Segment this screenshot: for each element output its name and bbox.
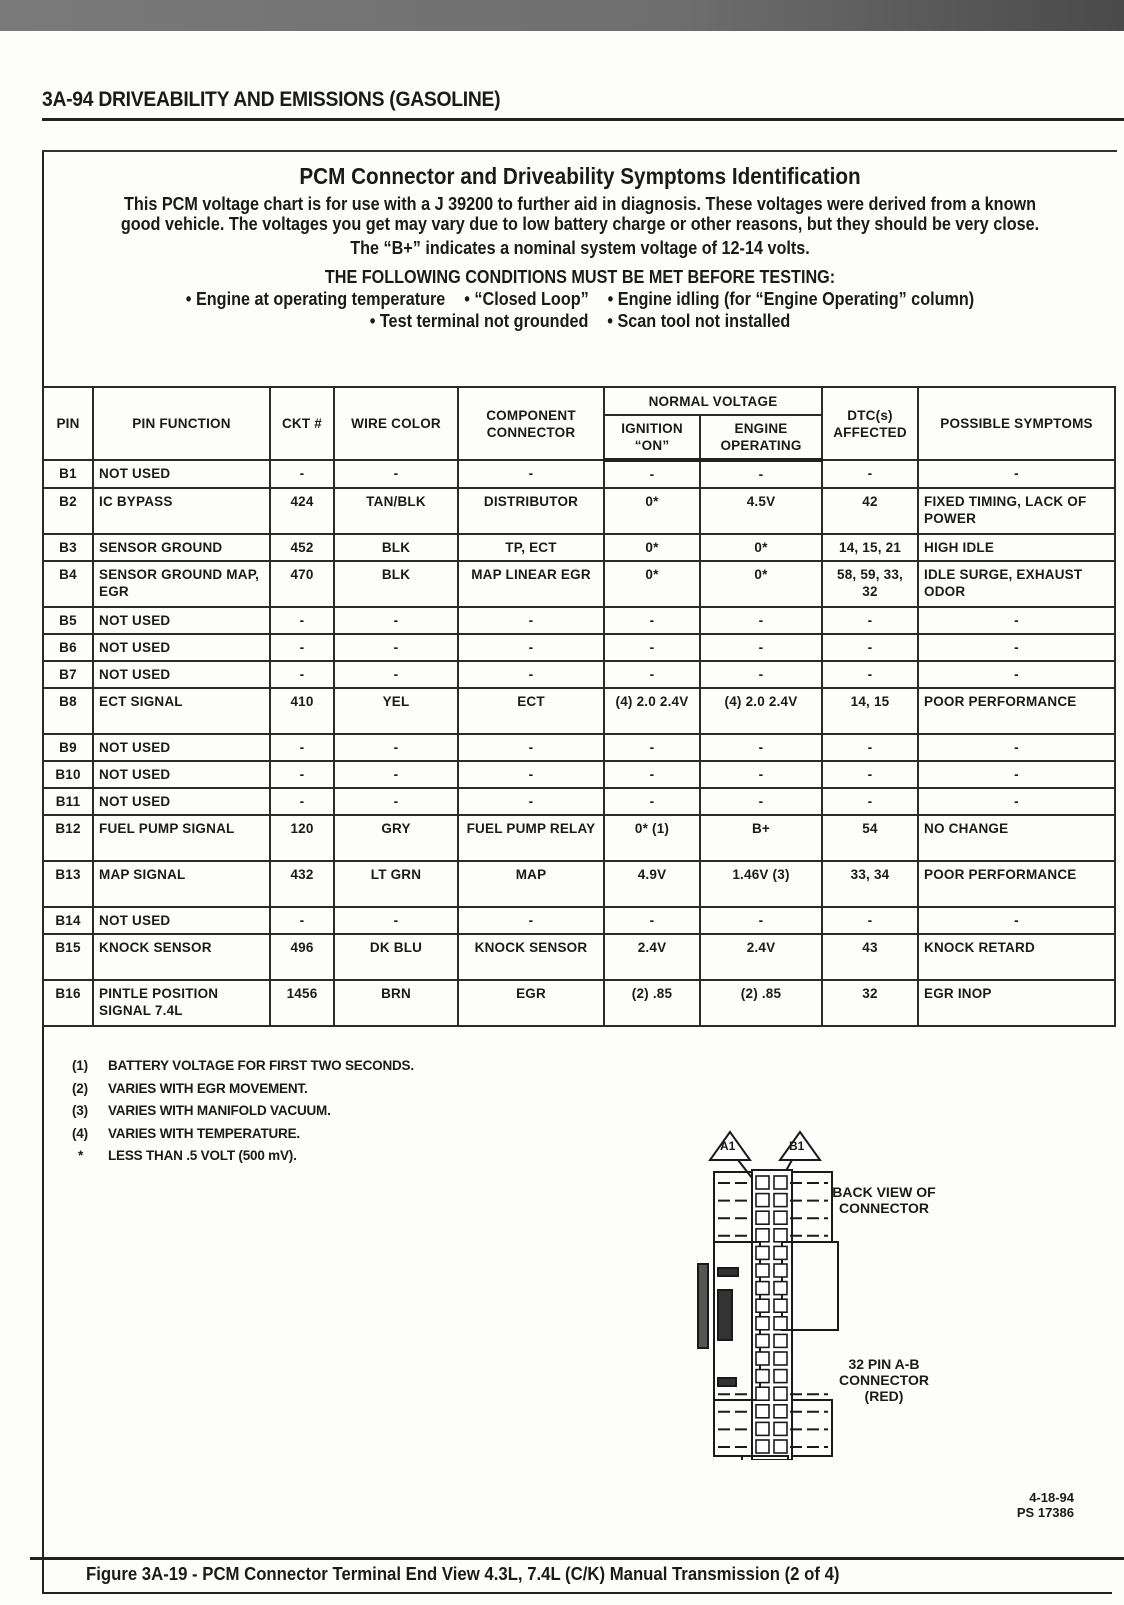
ckt-cell: 470	[270, 561, 334, 607]
table-row	[43, 788, 1115, 815]
ckt-cell: 410	[270, 688, 334, 734]
pin-cell: B5	[43, 607, 93, 634]
pin-function-cell: PINTLE POSITION SIGNAL 7.4L	[93, 980, 270, 1026]
symptoms-cell: POOR PERFORMANCE	[918, 861, 1115, 907]
ckt-cell: 432	[270, 861, 334, 907]
header-engine-operating: ENGINE OPERATING	[700, 415, 822, 460]
pin-function-cell: FUEL PUMP SIGNAL	[93, 815, 270, 861]
pin-cell: B15	[43, 934, 93, 980]
engine-operating-cell: -	[700, 734, 822, 761]
pin-function-cell: NOT USED	[93, 460, 270, 488]
symptoms-cell: -	[918, 607, 1115, 634]
component-cell: -	[458, 734, 604, 761]
pin-cell: B13	[43, 861, 93, 907]
pin-function-cell: NOT USED	[93, 734, 270, 761]
dtc-cell: 54	[822, 815, 918, 861]
component-cell: -	[458, 661, 604, 688]
ignition-on-cell: 0*	[604, 561, 700, 607]
header-component-connector: COMPONENT CONNECTOR	[458, 387, 604, 460]
dtc-cell: -	[822, 607, 918, 634]
table-row	[43, 688, 1115, 734]
engine-operating-cell: 4.5V	[700, 488, 822, 534]
dtc-cell: -	[822, 761, 918, 788]
component-cell: -	[458, 788, 604, 815]
table-row	[43, 561, 1115, 607]
connector-label-top: BACK VIEW OF CONNECTOR	[832, 1184, 936, 1216]
engine-operating-cell: -	[700, 460, 822, 488]
pin-function-cell: ECT SIGNAL	[93, 688, 270, 734]
engine-operating-cell: 0*	[700, 534, 822, 561]
pin-function-cell: SENSOR GROUND MAP, EGR	[93, 561, 270, 607]
pin-cell: B14	[43, 907, 93, 934]
wire-color-cell: -	[334, 634, 458, 661]
footnote-4: (4) VARIES WITH TEMPERATURE.	[72, 1125, 300, 1141]
engine-operating-cell: 0*	[700, 561, 822, 607]
ckt-cell: -	[270, 734, 334, 761]
chart-title: PCM Connector and Driveability Symptoms Identification	[299, 163, 861, 189]
header-ignition-on: IGNITION “ON”	[604, 415, 700, 460]
dtc-cell: 58, 59, 33, 32	[822, 561, 918, 607]
pcm-voltage-table	[42, 386, 1116, 1027]
component-cell: -	[458, 607, 604, 634]
pin-function-cell: NOT USED	[93, 788, 270, 815]
symptoms-cell: HIGH IDLE	[918, 534, 1115, 561]
pin-function-cell: NOT USED	[93, 661, 270, 688]
conditions-heading: THE FOLLOWING CONDITIONS MUST BE MET BEFORE TESTING:	[324, 267, 836, 287]
marker-b1: B1	[789, 1139, 805, 1153]
ckt-cell: 120	[270, 815, 334, 861]
dtc-cell: -	[822, 661, 918, 688]
wire-color-cell: DK BLU	[334, 934, 458, 980]
wire-color-cell: -	[334, 907, 458, 934]
condition-item: • Engine at operating temperature	[185, 289, 446, 309]
header-pin: PIN	[43, 387, 93, 460]
engine-operating-cell: 1.46V (3)	[700, 861, 822, 907]
condition-item: • Engine idling (for “Engine Operating” column)	[607, 289, 975, 309]
connector-diagram	[690, 1120, 950, 1460]
dtc-cell: 42	[822, 488, 918, 534]
header-dtcs-affected: DTC(s) AFFECTED	[822, 387, 918, 460]
connector-label-bottom: 32 PIN A-B CONNECTOR (RED)	[839, 1356, 929, 1404]
ckt-cell: -	[270, 661, 334, 688]
conditions-line-2	[103, 310, 1057, 332]
marker-a1: A1	[720, 1139, 736, 1153]
condition-item: • Scan tool not installed	[607, 311, 791, 331]
component-cell: DISTRIBUTOR	[458, 488, 604, 534]
symptoms-cell: -	[918, 734, 1115, 761]
ckt-cell: 496	[270, 934, 334, 980]
table-row	[43, 980, 1115, 1026]
table-row	[43, 607, 1115, 634]
engine-operating-cell: -	[700, 761, 822, 788]
symptoms-cell: -	[918, 460, 1115, 488]
ignition-on-cell: 0*	[604, 488, 700, 534]
ignition-on-cell: 2.4V	[604, 934, 700, 980]
component-cell: EGR	[458, 980, 604, 1026]
wire-color-cell: BLK	[334, 534, 458, 561]
intro-paragraph: This PCM voltage chart is for use with a J 39200 to further aid in diagnosis. These voltages were derived from a known good vehicle. The voltages you get may vary due to low battery charge or other reasons, but they should be very close.	[120, 194, 1040, 234]
table-row	[43, 761, 1115, 788]
ckt-cell: -	[270, 634, 334, 661]
header-normal-voltage: NORMAL VOLTAGE	[604, 387, 822, 415]
ignition-on-cell: 4.9V	[604, 861, 700, 907]
document-stamp	[1017, 1490, 1074, 1520]
caption-rule	[30, 1557, 1124, 1560]
table-body	[43, 460, 1115, 1026]
dtc-cell: -	[822, 460, 918, 488]
component-cell: -	[458, 634, 604, 661]
scan-top-shadow	[0, 0, 1124, 31]
wire-color-cell: -	[334, 661, 458, 688]
table-row	[43, 734, 1115, 761]
dtc-cell: -	[822, 788, 918, 815]
table-row	[43, 861, 1115, 907]
pin-cell: B3	[43, 534, 93, 561]
page-header	[42, 88, 1124, 121]
component-cell: TP, ECT	[458, 534, 604, 561]
dtc-cell: -	[822, 907, 918, 934]
pin-cell: B7	[43, 661, 93, 688]
ckt-cell: 1456	[270, 980, 334, 1026]
condition-item: • “Closed Loop”	[464, 289, 589, 309]
ignition-on-cell: -	[604, 734, 700, 761]
pin-function-cell: SENSOR GROUND	[93, 534, 270, 561]
ckt-cell: -	[270, 788, 334, 815]
pin-cell: B6	[43, 634, 93, 661]
engine-operating-cell: -	[700, 661, 822, 688]
pin-cell: B4	[43, 561, 93, 607]
pin-function-cell: NOT USED	[93, 634, 270, 661]
ckt-cell: 424	[270, 488, 334, 534]
ignition-on-cell: (4) 2.0 2.4V	[604, 688, 700, 734]
footnote-asterisk: * LESS THAN .5 VOLT (500 mV).	[78, 1148, 297, 1163]
dtc-cell: 32	[822, 980, 918, 1026]
footnote-3: (3) VARIES WITH MANIFOLD VACUUM.	[72, 1103, 331, 1118]
component-cell: FUEL PUMP RELAY	[458, 815, 604, 861]
component-cell: -	[458, 761, 604, 788]
bplus-note: The “B+” indicates a nominal system voltage of 12-14 volts.	[350, 238, 810, 258]
symptoms-cell: -	[918, 907, 1115, 934]
table-row	[43, 934, 1115, 980]
conditions-line-1	[103, 288, 1057, 310]
wire-color-cell: -	[334, 788, 458, 815]
pin-function-cell: KNOCK SENSOR	[93, 934, 270, 980]
dtc-cell: 14, 15	[822, 688, 918, 734]
footnotes	[72, 1055, 414, 1168]
pin-cell: B10	[43, 761, 93, 788]
header-pin-function: PIN FUNCTION	[93, 387, 270, 460]
footnote-2: (2) VARIES WITH EGR MOVEMENT.	[72, 1080, 308, 1096]
component-cell: MAP LINEAR EGR	[458, 561, 604, 607]
ckt-cell: -	[270, 907, 334, 934]
ignition-on-cell: -	[604, 607, 700, 634]
wire-color-cell: -	[334, 607, 458, 634]
engine-operating-cell: 2.4V	[700, 934, 822, 980]
pin-cell: B8	[43, 688, 93, 734]
ignition-on-cell: -	[604, 788, 700, 815]
engine-operating-cell: -	[700, 634, 822, 661]
table-row	[43, 907, 1115, 934]
engine-operating-cell: B+	[700, 815, 822, 861]
header-wire-color: WIRE COLOR	[334, 387, 458, 460]
dtc-cell: -	[822, 634, 918, 661]
table-row	[43, 534, 1115, 561]
symptoms-cell: IDLE SURGE, EXHAUST ODOR	[918, 561, 1115, 607]
ignition-on-cell: -	[604, 634, 700, 661]
symptoms-cell: NO CHANGE	[918, 815, 1115, 861]
wire-color-cell: -	[334, 460, 458, 488]
ckt-cell: 452	[270, 534, 334, 561]
frame-top-rule	[42, 150, 1117, 152]
ignition-on-cell: -	[604, 761, 700, 788]
engine-operating-cell: -	[700, 907, 822, 934]
ignition-on-cell: -	[604, 661, 700, 688]
wire-color-cell: BRN	[334, 980, 458, 1026]
pin-cell: B1	[43, 460, 93, 488]
dtc-cell: -	[822, 734, 918, 761]
engine-operating-cell: -	[700, 788, 822, 815]
pin-cell: B2	[43, 488, 93, 534]
symptoms-cell: -	[918, 661, 1115, 688]
pin-function-cell: NOT USED	[93, 761, 270, 788]
dtc-cell: 33, 34	[822, 861, 918, 907]
table-row	[43, 460, 1115, 488]
intro-section	[50, 160, 1110, 332]
symptoms-cell: FIXED TIMING, LACK OF POWER	[918, 488, 1115, 534]
table-row	[43, 815, 1115, 861]
ckt-cell: -	[270, 460, 334, 488]
component-cell: KNOCK SENSOR	[458, 934, 604, 980]
symptoms-cell: KNOCK RETARD	[918, 934, 1115, 980]
pin-function-cell: NOT USED	[93, 907, 270, 934]
wire-color-cell: -	[334, 761, 458, 788]
ignition-on-cell: -	[604, 907, 700, 934]
pin-cell: B16	[43, 980, 93, 1026]
dtc-cell: 43	[822, 934, 918, 980]
component-cell: -	[458, 460, 604, 488]
wire-color-cell: LT GRN	[334, 861, 458, 907]
ignition-on-cell: 0*	[604, 534, 700, 561]
footnote-1: (1) BATTERY VOLTAGE FOR FIRST TWO SECONDS.	[72, 1058, 414, 1073]
dtc-cell: 14, 15, 21	[822, 534, 918, 561]
pin-cell: B11	[43, 788, 93, 815]
condition-item: • Test terminal not grounded	[369, 311, 589, 331]
pin-function-cell: MAP SIGNAL	[93, 861, 270, 907]
page-header-text: 3A-94 DRIVEABILITY AND EMISSIONS (GASOLINE)	[42, 88, 501, 111]
ignition-on-cell: (2) .85	[604, 980, 700, 1026]
engine-operating-cell: (2) .85	[700, 980, 822, 1026]
wire-color-cell: -	[334, 734, 458, 761]
wire-color-cell: BLK	[334, 561, 458, 607]
wire-color-cell: GRY	[334, 815, 458, 861]
ignition-on-cell: 0* (1)	[604, 815, 700, 861]
header-ckt: CKT #	[270, 387, 334, 460]
component-cell: ECT	[458, 688, 604, 734]
connector-drawing-icon	[690, 1120, 950, 1460]
symptoms-cell: -	[918, 761, 1115, 788]
symptoms-cell: EGR INOP	[918, 980, 1115, 1026]
ignition-on-cell: -	[604, 460, 700, 488]
component-cell: -	[458, 907, 604, 934]
pin-function-cell: IC BYPASS	[93, 488, 270, 534]
table-row	[43, 634, 1115, 661]
pin-cell: B12	[43, 815, 93, 861]
symptoms-cell: -	[918, 788, 1115, 815]
engine-operating-cell: -	[700, 607, 822, 634]
stamp-date: 4-18-94	[1029, 1490, 1074, 1505]
header-possible-symptoms: POSSIBLE SYMPTOMS	[918, 387, 1115, 460]
ckt-cell: -	[270, 607, 334, 634]
table-row	[43, 661, 1115, 688]
component-cell: MAP	[458, 861, 604, 907]
table-row	[43, 488, 1115, 534]
pin-cell: B9	[43, 734, 93, 761]
ckt-cell: -	[270, 761, 334, 788]
symptoms-cell: -	[918, 634, 1115, 661]
stamp-code: PS 17386	[1016, 1505, 1074, 1520]
pin-function-cell: NOT USED	[93, 607, 270, 634]
figure-caption: Figure 3A-19 - PCM Connector Terminal End View 4.3L, 7.4L (C/K) Manual Transmission (2 of 4)	[86, 1564, 840, 1584]
symptoms-cell: POOR PERFORMANCE	[918, 688, 1115, 734]
engine-operating-cell: (4) 2.0 2.4V	[700, 688, 822, 734]
wire-color-cell: TAN/BLK	[334, 488, 458, 534]
wire-color-cell: YEL	[334, 688, 458, 734]
